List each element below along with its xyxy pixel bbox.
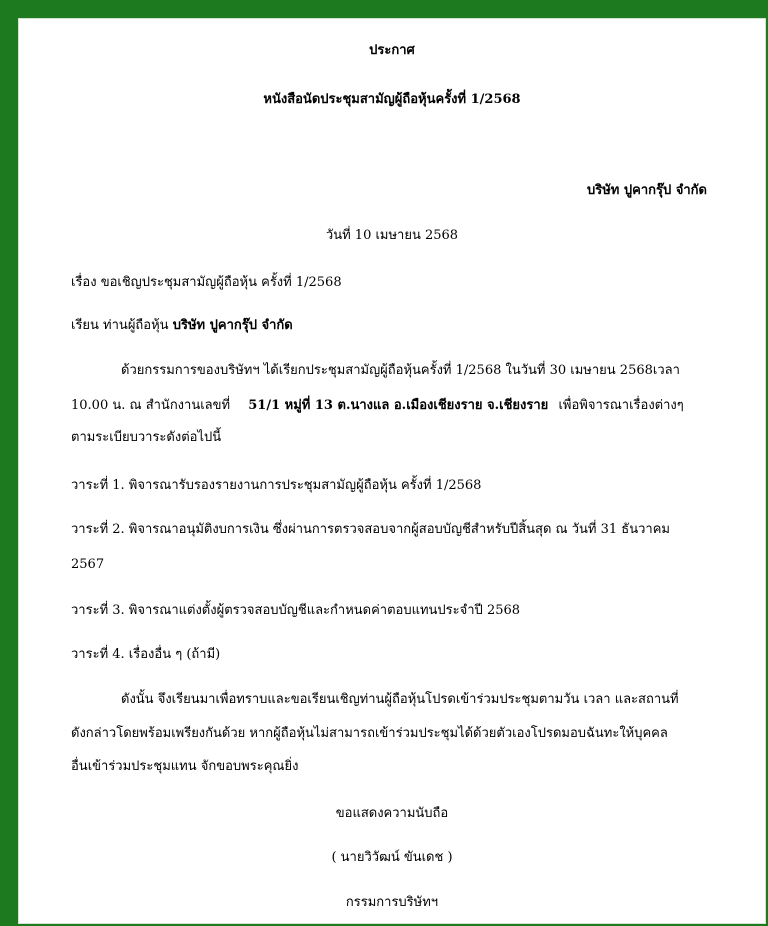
doc-heading: ประกาศ	[369, 43, 415, 58]
agenda-item-4: วาระที่ 4. เรื่องอื่น ๆ (ถ้ามี)	[71, 647, 221, 662]
intro-line-2: 10.00 น. ณ สำนักงานเลขที่ 51/1 หมู่ที่ 13 ต.นางแล อ.เมืองเชียงราย จ.เชียงราย เพื่อพิจารณาเรื่องต่างๆ	[71, 398, 684, 413]
announcement-page	[18, 18, 766, 924]
doc-date: วันที่ 10 เมษายน 2568	[325, 228, 459, 243]
intro-line-1: ด้วยกรรมการของบริษัทฯ ได้เรียกประชุมสามัญผู้ถือหุ้นครั้งที่ 1/2568 ในวันที่ 30 เมษายน 2568เวลา	[121, 363, 680, 378]
doc-recipient	[71, 317, 293, 335]
intro-line-3: ตามระเบียบวาระดังต่อไปนี้	[71, 430, 222, 445]
regards: ขอแสดงความนับถือ	[335, 806, 449, 821]
agenda-item-3: วาระที่ 3. พิจารณาแต่งตั้งผู้ตรวจสอบบัญชีและกำหนดค่าตอบแทนประจำปี 2568	[71, 603, 521, 618]
closing-line-3: อื่นเข้าร่วมประชุมแทน จักขอบพระคุณยิ่ง	[71, 759, 299, 774]
agenda-item-2-cont: 2567	[71, 557, 105, 572]
company-name: บริษัท ปูคากรุ๊ป จำกัด	[586, 183, 707, 198]
doc-subject: เรื่อง ขอเชิญประชุมสามัญผู้ถือหุ้น ครั้งที่ 1/2568	[71, 275, 342, 290]
signer-name: ( นายวิวัฒน์ ขันเดช )	[331, 850, 453, 865]
closing-line-1: ดังนั้น จึงเรียนมาเพื่อทราบและขอเรียนเชิญท่านผู้ถือหุ้นโปรดเข้าร่วมประชุมตามวัน เวลา และสถานที่	[121, 692, 679, 707]
closing-line-2: ดังกล่าวโดยพร้อมเพรียงกันด้วย หากผู้ถือหุ้นไม่สามารถเข้าร่วมประชุมได้ด้วยตัวเองโปรดมอบฉันทะให้บุคคล	[71, 726, 668, 741]
venue-address: 51/1 หมู่ที่ 13 ต.นางแล อ.เมืองเชียงราย จ.เชียงราย	[248, 398, 549, 413]
agenda-item-1: วาระที่ 1. พิจารณารับรองรายงานการประชุมสามัญผู้ถือหุ้น ครั้งที่ 1/2568	[71, 478, 482, 493]
signer-title: กรรมการบริษัทฯ	[345, 895, 439, 910]
recipient-company: บริษัท ปูคากรุ๊ป จำกัด	[172, 318, 293, 333]
doc-subheading: หนังสือนัดประชุมสามัญผู้ถือหุ้นครั้งที่ 1/2568	[263, 92, 521, 107]
recipient-prefix: เรียน ท่านผู้ถือหุ้น	[71, 318, 169, 333]
agenda-item-2: วาระที่ 2. พิจารณาอนุมัติงบการเงิน ซึ่งผ่านการตรวจสอบจากผู้สอบบัญชีสำหรับปีสิ้นสุด ณ วันที่ 31 ธันวาคม	[71, 522, 670, 537]
